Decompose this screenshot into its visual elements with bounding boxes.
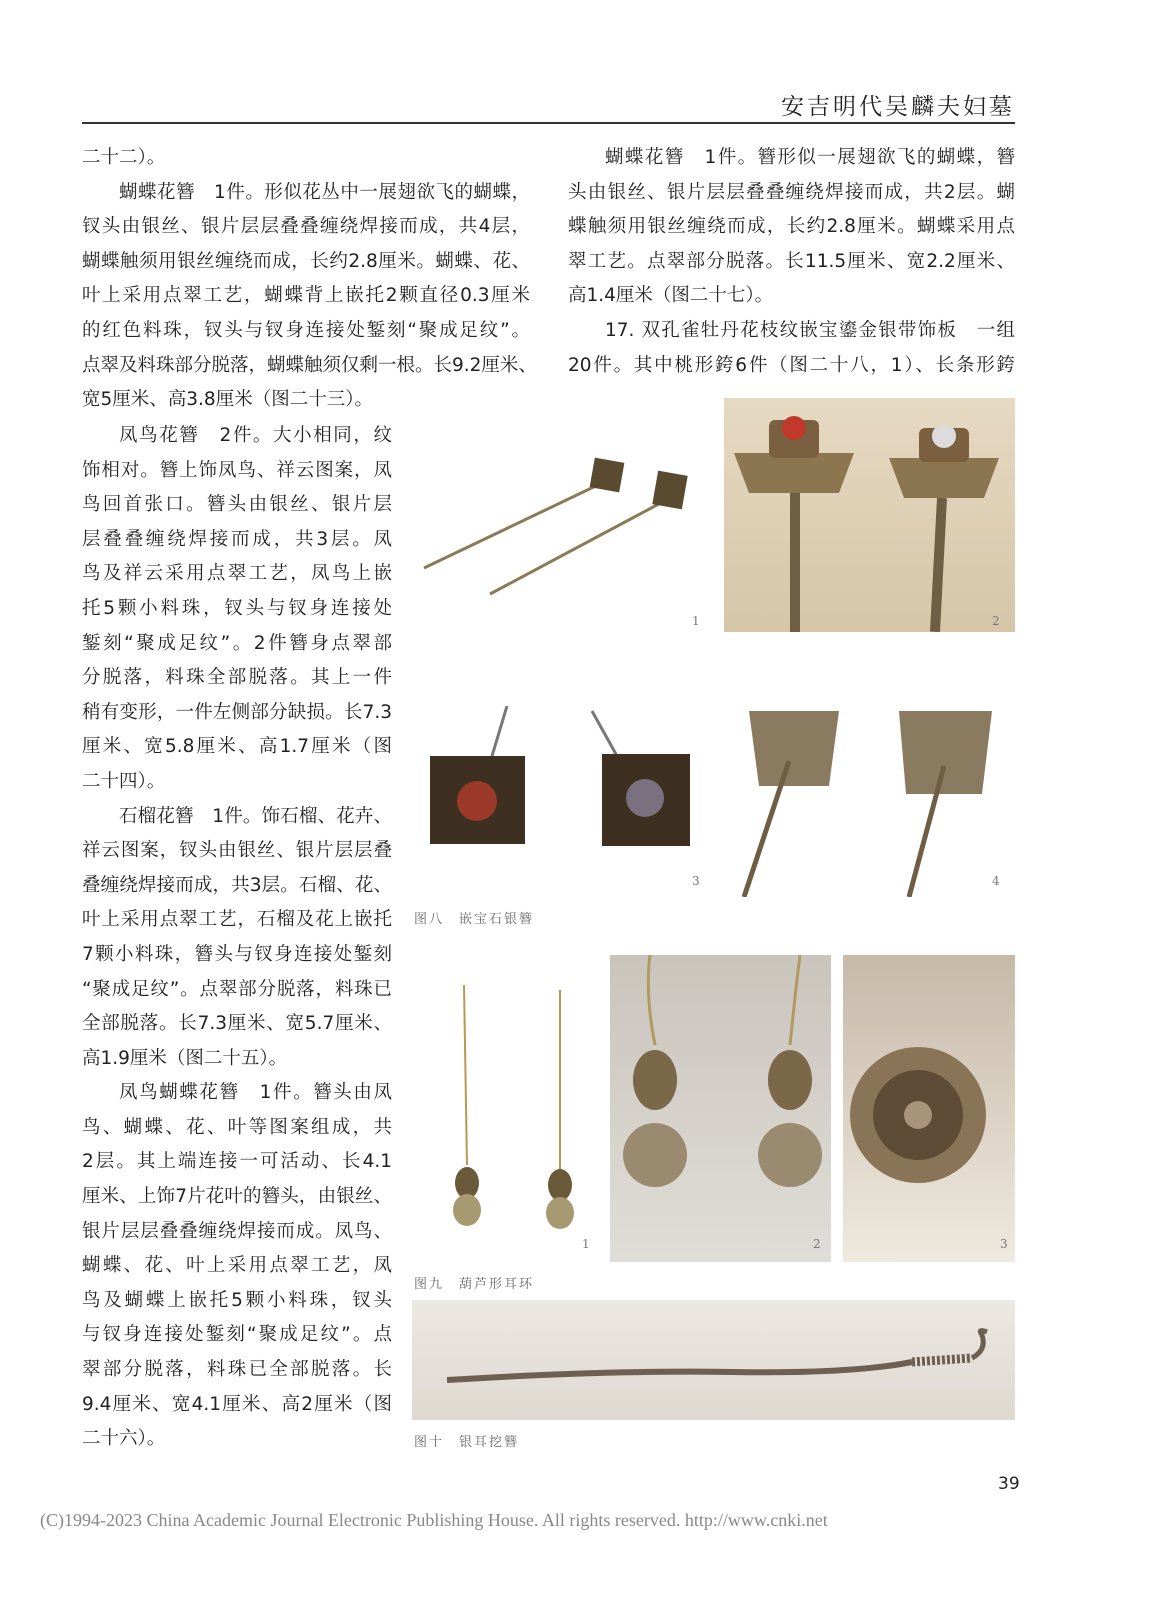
paragraph — [82, 800, 392, 1077]
text-line: 蝴蝶触须用银丝缠绕而成，长约2.8厘米。蝴蝶、花、 — [82, 250, 530, 272]
text-line: 点翠及料珠部分脱落，蝴蝶触须仅剩一根。长9.2厘米、 — [82, 354, 537, 376]
fig9-panel-number-3: 3 — [1000, 1237, 1008, 1251]
fig8-panel-number-1: 1 — [692, 614, 700, 628]
text-line: 翠工艺。点翠部分脱落。长11.5厘米、宽2.2厘米、 — [568, 250, 1015, 272]
text-line: 托5颗小料珠，钗头与钗身连接处 — [82, 597, 392, 619]
text-line: 蝴蝶、花、叶上采用点翠工艺，凤 — [82, 1255, 392, 1277]
text-line: 石榴花簪 1件。饰石榴、花卉、 — [119, 805, 392, 827]
fig8-photo-4 — [724, 706, 1015, 897]
paragraph — [82, 1076, 392, 1457]
fig8-panel-number-3: 3 — [692, 874, 700, 888]
page-number: 39 — [998, 1474, 1020, 1494]
fig9-caption: 图九 葫芦形耳环 — [414, 1277, 535, 1292]
fig9-photo-3 — [843, 955, 1015, 1262]
text-line: 宽5厘米、高3.8厘米（图二十三）。 — [82, 389, 373, 411]
text-line: 高1.9厘米（图二十五）。 — [82, 1047, 288, 1069]
text-line: 20件。其中桃形銙6件（图二十八，1）、长条形銙 — [568, 354, 1015, 376]
text-line: 蝶触须用银丝缠绕而成，长约2.8厘米。蝴蝶采用点 — [568, 216, 1015, 238]
text-line: 鸟及蝴蝶上嵌托5颗小料珠，钗头 — [82, 1289, 392, 1311]
text-line: 层叠叠缠绕焊接而成，共3层。凤 — [82, 528, 392, 550]
paragraph — [82, 176, 537, 418]
text-column-top-left — [82, 141, 537, 418]
text-column-top-right — [568, 141, 1015, 383]
text-line: 鸟、蝴蝶、花、叶等图案组成，共 — [82, 1116, 392, 1138]
text-line: 二十六）。 — [82, 1428, 166, 1450]
fig9-photo-1 — [412, 955, 600, 1262]
text-line: 二十四）。 — [82, 770, 166, 792]
fig8-caption: 图八 嵌宝石银簪 — [414, 912, 535, 927]
text-line: 凤鸟蝴蝶花簪 1件。簪头由凤 — [119, 1082, 392, 1104]
text-line: 9.4厘米、宽4.1厘米、高2厘米（图 — [82, 1393, 392, 1415]
text-line: 的红色料珠，钗头与钗身连接处錾刻“聚成足纹”。 — [82, 319, 530, 341]
text-line: 17. 双孔雀牡丹花枝纹嵌宝鎏金银带饰板 一组 — [605, 319, 1015, 341]
paragraph — [82, 141, 530, 176]
text-line: 叶上采用点翠工艺，蝴蝶背上嵌托2颗直径0.3厘米 — [82, 285, 530, 307]
text-line: 高1.4厘米（图二十七）。 — [568, 285, 774, 307]
text-line: 与钗身连接处錾刻“聚成足纹”。点 — [82, 1324, 392, 1346]
fig10-caption: 图十 银耳挖簪 — [414, 1435, 520, 1450]
text-line: 翠部分脱落，料珠已全部脱落。长 — [82, 1359, 392, 1381]
text-line: 凤鸟花簪 2件。大小相同，纹 — [119, 425, 392, 446]
paragraph — [568, 141, 1015, 314]
fig9-panel-number-2: 2 — [813, 1237, 821, 1251]
text-line: 二十二）。 — [82, 147, 166, 168]
text-line: 厘米、宽5.8厘米、高1.7厘米（图 — [82, 736, 392, 758]
text-line: 叶上采用点翠工艺，石榴及花上嵌托 — [82, 909, 392, 931]
text-line: 鸟回首张口。簪头由银丝、银片层 — [82, 494, 392, 516]
text-line: 鸟及祥云采用点翠工艺，凤鸟上嵌 — [82, 563, 392, 585]
fig10-photo — [412, 1300, 1015, 1420]
fig9-photo-2 — [610, 955, 831, 1262]
text-line: 全部脱落。长7.3厘米、宽5.7厘米、 — [82, 1013, 392, 1035]
fig8-panel-number-2: 2 — [992, 614, 1000, 628]
text-line: 叠缠绕焊接而成，共3层。石榴、花、 — [82, 874, 392, 896]
text-line: 2层。其上端连接一可活动、长4.1 — [82, 1151, 392, 1173]
fig8-panel-number-4: 4 — [992, 874, 1000, 888]
copyright-footer: (C)1994-2023 China Academic Journal Electronic Publishing House. All rights reserved. http://www.cnki.net — [40, 1510, 828, 1530]
text-line: 银片层层叠叠缠绕焊接而成。凤鸟、 — [82, 1220, 392, 1242]
paragraph — [82, 419, 392, 800]
text-line: “聚成足纹”。点翠部分脱落，料珠已 — [82, 978, 392, 1000]
text-line: 钗头由银丝、银片层层叠叠缠绕焊接而成，共4层， — [82, 216, 530, 238]
paragraph — [568, 314, 1015, 383]
text-line: 稍有变形，一件左侧部分缺损。长7.3 — [82, 701, 392, 723]
text-line: 祥云图案，钗头由银丝、银片层层叠 — [82, 840, 392, 862]
text-line: 厘米、上饰7片花叶的簪头，由银丝、 — [82, 1186, 392, 1208]
fig9-panel-number-1: 1 — [582, 1237, 590, 1251]
fig8-photo-2 — [724, 398, 1015, 632]
text-line: 分脱落，料珠全部脱落。其上一件 — [82, 667, 392, 689]
fig8-photo-1 — [412, 398, 712, 632]
text-line: 头由银丝、银片层层叠叠缠绕焊接而成，共2层。蝴 — [568, 181, 1015, 203]
running-header-title: 安吉明代吴麟夫妇墓 — [781, 94, 1015, 120]
header-rule — [82, 122, 1015, 124]
text-line: 7颗小料珠，簪头与钗身连接处錾刻 — [82, 943, 392, 965]
text-line: 蝴蝶花簪 1件。形似花丛中一展翅欲飞的蝴蝶， — [119, 181, 530, 203]
text-line: 饰相对。簪上饰凤鸟、祥云图案，凤 — [82, 459, 392, 481]
text-line: 蝴蝶花簪 1件。簪形似一展翅欲飞的蝴蝶，簪 — [605, 147, 1015, 168]
text-column-left — [82, 419, 392, 1457]
fig8-photo-3 — [412, 706, 712, 897]
text-line: 錾刻“聚成足纹”。2件簪身点翠部 — [82, 632, 392, 654]
